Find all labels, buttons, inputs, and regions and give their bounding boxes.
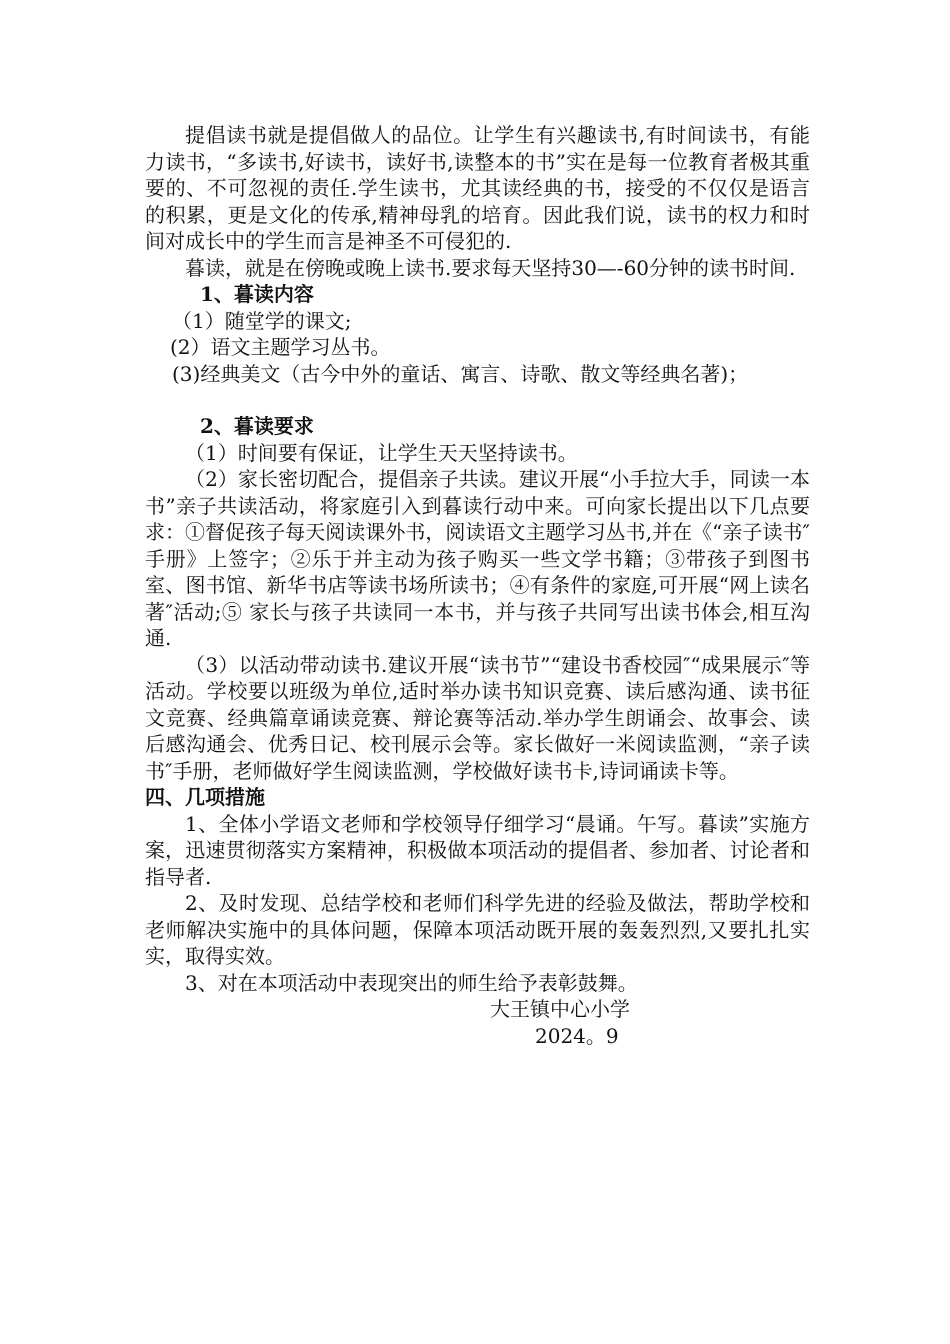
measure-1: 1、全体小学语文老师和学校领导仔细学习“晨诵。午写。暮读”实施方案，迅速贯彻落实方案精神，积极做本项活动的提倡者、参加者、讨论者和指导者. [145, 811, 810, 889]
signature-school: 大王镇中心小学 [490, 997, 630, 1021]
content-item-1: （1）随堂学的课文; [172, 308, 352, 333]
heading-reading-requirements: 2、暮读要求 [200, 414, 314, 438]
paragraph-evening-reading-definition: 暮读，就是在傍晚或晚上读书.要求每天坚持30—-60分钟的读书时间. [185, 255, 796, 280]
heading-reading-content: 1、暮读内容 [200, 282, 314, 306]
content-item-3: (3)经典美文（古今中外的童话、寓言、诗歌、散文等经典名著)； [172, 361, 749, 386]
requirement-2: （2）家长密切配合，提倡亲子共读。建议开展“小手拉大手，同读一本书”亲子共读活动，将家庭引入到暮读行动中来。可向家长提出以下几点要求：①督促孩子每天阅读课外书，阅读语文主题学习丛书,并在《“亲子读书″手册》上签字；②乐于并主动为孩子购买一些文学书籍；③带孩子到图书室、图书馆、新华书店等读书场所读书；④有条件的家庭,可开展“网上读名著″活动;⑤ 家长与孩子共读同一本书，并与孩子共同写出读书体会,相互沟通. [145, 467, 810, 650]
content-item-2: (2）语文主题学习丛书。 [170, 335, 391, 359]
spacer [145, 387, 810, 413]
requirement-3: （3）以活动带动读书.建议开展“读书节”“建设书香校园″“成果展示″等活动。学校要以班级为单位,适时举办读书知识竞赛、读后感沟通、读书征文竞赛、经典篇章诵读竞赛、辩论赛等活动.举办学生朗诵会、故事会、读后感沟通会、优秀日记、校刊展示会等。家长做好一米阅读监测，“亲子读书″手册，老师做好学生阅读监测，学校做好读书卡,诗词诵读卡等。 [145, 652, 810, 783]
heading-measures: 四、几项措施 [145, 785, 265, 809]
document-body [145, 122, 810, 1049]
measure-3: 3、对在本项活动中表现突出的师生给予表彰鼓舞。 [185, 970, 638, 995]
paragraph-reading-value: 提倡读书就是提倡做人的品位。让学生有兴趣读书,有时间读书，有能力读书，“多读书,好读书，读好书,读整本的书”实在是每一位教育者极其重要的、不可忽视的责任.学生读书，尤其读经典的书，接受的不仅仅是语言的积累，更是文化的传承,精神母乳的培育。因此我们说，读书的权力和时间对成长中的学生而言是神圣不可侵犯的. [145, 123, 810, 253]
requirement-1: （1）时间要有保证，让学生天天坚持读书。 [185, 440, 578, 465]
measure-2: 2、及时发现、总结学校和老师们科学先进的经验及做法，帮助学校和老师解决实施中的具体问题，保障本项活动既开展的轰轰烈烈,又要扎扎实实，取得实效。 [145, 891, 810, 968]
signature-date: 2024。9 [535, 1023, 619, 1048]
